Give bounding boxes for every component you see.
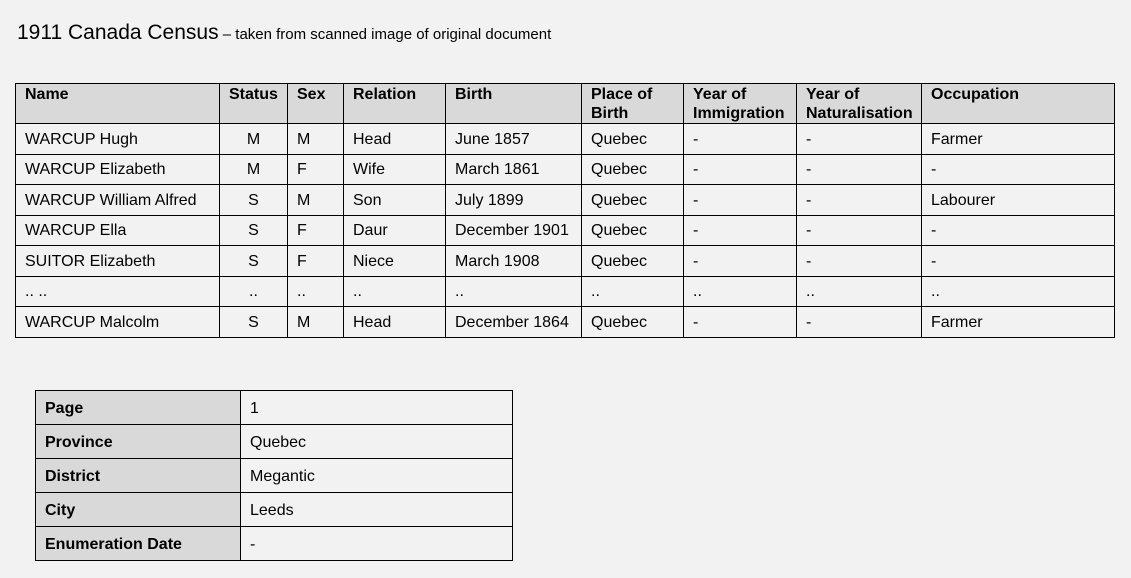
cell-place-of-birth: Quebec (582, 124, 684, 155)
info-value: Quebec (241, 425, 513, 459)
cell-relation: Head (344, 124, 446, 155)
table-row (16, 307, 1115, 338)
info-label: Province (36, 425, 241, 459)
cell-birth: December 1901 (446, 215, 582, 246)
info-value: Megantic (241, 459, 513, 493)
header-relation: Relation (344, 84, 446, 124)
info-row-province (36, 425, 513, 459)
header-birth: Birth (446, 84, 582, 124)
cell-birth: December 1864 (446, 307, 582, 338)
table-row (16, 276, 1115, 307)
cell-sex: .. (288, 276, 344, 307)
cell-naturalisation: - (797, 154, 922, 185)
cell-birth: March 1861 (446, 154, 582, 185)
table-row (16, 246, 1115, 277)
cell-relation: Niece (344, 246, 446, 277)
header-name: Name (16, 84, 220, 124)
cell-place-of-birth: Quebec (582, 185, 684, 216)
cell-occupation: - (922, 246, 1115, 277)
cell-status: S (220, 246, 288, 277)
cell-naturalisation: - (797, 246, 922, 277)
cell-occupation: - (922, 215, 1115, 246)
cell-birth: .. (446, 276, 582, 307)
info-label: Enumeration Date (36, 527, 241, 561)
cell-status: S (220, 185, 288, 216)
info-label: Page (36, 391, 241, 425)
cell-immigration: - (684, 185, 797, 216)
cell-status: S (220, 307, 288, 338)
record-info-table (35, 390, 513, 561)
header-sex: Sex (288, 84, 344, 124)
title-main: 1911 Canada Census (17, 21, 219, 44)
cell-name: WARCUP Elizabeth (16, 154, 220, 185)
header-place-of-birth: Place of Birth (582, 84, 684, 124)
cell-sex: F (288, 215, 344, 246)
cell-occupation: .. (922, 276, 1115, 307)
cell-immigration: - (684, 154, 797, 185)
cell-sex: F (288, 154, 344, 185)
info-value: Leeds (241, 493, 513, 527)
cell-place-of-birth: Quebec (582, 307, 684, 338)
cell-status: M (220, 124, 288, 155)
cell-immigration: .. (684, 276, 797, 307)
info-row-enumeration-date (36, 527, 513, 561)
cell-birth: June 1857 (446, 124, 582, 155)
cell-immigration: - (684, 215, 797, 246)
info-row-city (36, 493, 513, 527)
info-label: District (36, 459, 241, 493)
census-table (15, 83, 1115, 338)
cell-name: WARCUP Hugh (16, 124, 220, 155)
header-status: Status (220, 84, 288, 124)
cell-relation: Head (344, 307, 446, 338)
title-subtitle: – taken from scanned image of original document (218, 26, 552, 43)
cell-sex: M (288, 307, 344, 338)
cell-naturalisation: - (797, 307, 922, 338)
info-value: - (241, 527, 513, 561)
cell-relation: Son (344, 185, 446, 216)
cell-naturalisation: - (797, 215, 922, 246)
cell-naturalisation: .. (797, 276, 922, 307)
cell-relation: .. (344, 276, 446, 307)
info-label: City (36, 493, 241, 527)
cell-place-of-birth: Quebec (582, 154, 684, 185)
cell-birth: March 1908 (446, 246, 582, 277)
cell-place-of-birth: Quebec (582, 215, 684, 246)
header-year-of-immigration: Year of Immigration (684, 84, 797, 124)
cell-birth: July 1899 (446, 185, 582, 216)
cell-immigration: - (684, 246, 797, 277)
cell-occupation: Farmer (922, 124, 1115, 155)
cell-sex: M (288, 185, 344, 216)
cell-naturalisation: - (797, 124, 922, 155)
cell-status: M (220, 154, 288, 185)
cell-occupation: - (922, 154, 1115, 185)
header-year-of-naturalisation: Year of Naturalisation (797, 84, 922, 124)
header-occupation: Occupation (922, 84, 1115, 124)
table-row (16, 154, 1115, 185)
page-title (17, 21, 551, 45)
table-row (16, 185, 1115, 216)
cell-name: SUITOR Elizabeth (16, 246, 220, 277)
cell-relation: Wife (344, 154, 446, 185)
cell-place-of-birth: .. (582, 276, 684, 307)
cell-occupation: Labourer (922, 185, 1115, 216)
cell-name: .. .. (16, 276, 220, 307)
cell-naturalisation: - (797, 185, 922, 216)
cell-relation: Daur (344, 215, 446, 246)
table-row (16, 124, 1115, 155)
cell-occupation: Farmer (922, 307, 1115, 338)
census-header-row (16, 84, 1115, 124)
cell-immigration: - (684, 307, 797, 338)
info-row-page (36, 391, 513, 425)
cell-name: WARCUP Ella (16, 215, 220, 246)
cell-immigration: - (684, 124, 797, 155)
cell-place-of-birth: Quebec (582, 246, 684, 277)
cell-name: WARCUP William Alfred (16, 185, 220, 216)
cell-status: .. (220, 276, 288, 307)
cell-name: WARCUP Malcolm (16, 307, 220, 338)
cell-sex: F (288, 246, 344, 277)
table-row (16, 215, 1115, 246)
info-row-district (36, 459, 513, 493)
info-value: 1 (241, 391, 513, 425)
cell-status: S (220, 215, 288, 246)
cell-sex: M (288, 124, 344, 155)
